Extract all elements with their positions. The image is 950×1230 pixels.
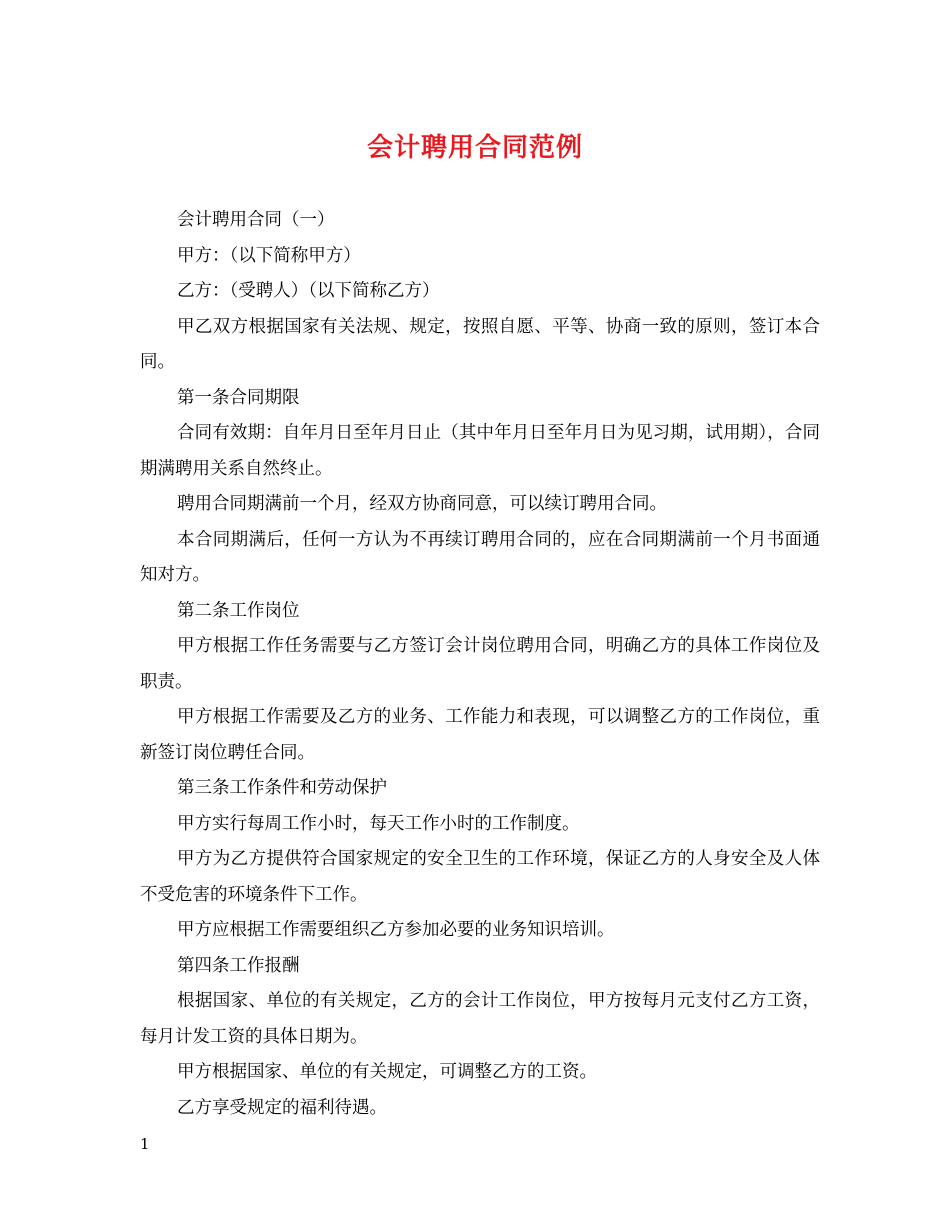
body-paragraph: 甲方实行每周工作小时，每天工作小时的工作制度。 [177, 813, 580, 834]
preamble-paragraph: 甲乙双方根据国家有关法规、规定，按照自愿、平等、协商一致的原则，签订本合同。 [140, 316, 820, 372]
body-paragraph: 甲方根据工作需要及乙方的业务、工作能力和表现，可以调整乙方的工作岗位，重新签订岗位聘任合同。 [140, 707, 820, 763]
article-3-heading: 第三条工作条件和劳动保护 [177, 778, 387, 798]
body-paragraph: 甲方为乙方提供符合国家规定的安全卫生的工作环境，保证乙方的人身安全及人体不受危害的环境条件下工作。 [140, 849, 820, 905]
contract-heading: 会计聘用合同（一） [177, 210, 335, 230]
document-title: 会计聘用合同范例 [366, 133, 583, 163]
body-paragraph: 乙方享受规定的福利待遇。 [177, 1097, 387, 1118]
party-a-line: 甲方：（以下简称甲方） [177, 245, 361, 266]
body-paragraph: 合同有效期：自年月日至年月日止（其中年月日至年月日为见习期，试用期），合同期满聘用关系自然终止。 [140, 423, 820, 479]
article-1-heading: 第一条合同期限 [177, 387, 300, 408]
body-paragraph: 甲方应根据工作需要组织乙方参加必要的业务知识培训。 [177, 920, 615, 940]
body-paragraph: 本合同期满后，任何一方认为不再续订聘用合同的，应在合同期满前一个月书面通知对方。 [140, 529, 820, 585]
document-body [140, 203, 820, 1126]
body-paragraph: 聘用合同期满前一个月，经双方协商同意，可以续订聘用合同。 [177, 494, 667, 514]
body-paragraph: 根据国家、单位的有关规定，乙方的会计工作岗位，甲方按每月元支付乙方工资，每月计发工资的具体日期为。 [140, 991, 820, 1047]
article-2-heading: 第二条工作岗位 [177, 600, 300, 621]
party-b-line: 乙方：（受聘人）（以下简称乙方） [177, 281, 440, 301]
page-number: 1 [140, 1135, 150, 1153]
body-paragraph: 甲方根据工作任务需要与乙方签订会计岗位聘用合同，明确乙方的具体工作岗位及职责。 [140, 636, 820, 692]
body-paragraph: 甲方根据国家、单位的有关规定，可调整乙方的工资。 [177, 1062, 597, 1082]
article-4-heading: 第四条工作报酬 [177, 955, 300, 976]
